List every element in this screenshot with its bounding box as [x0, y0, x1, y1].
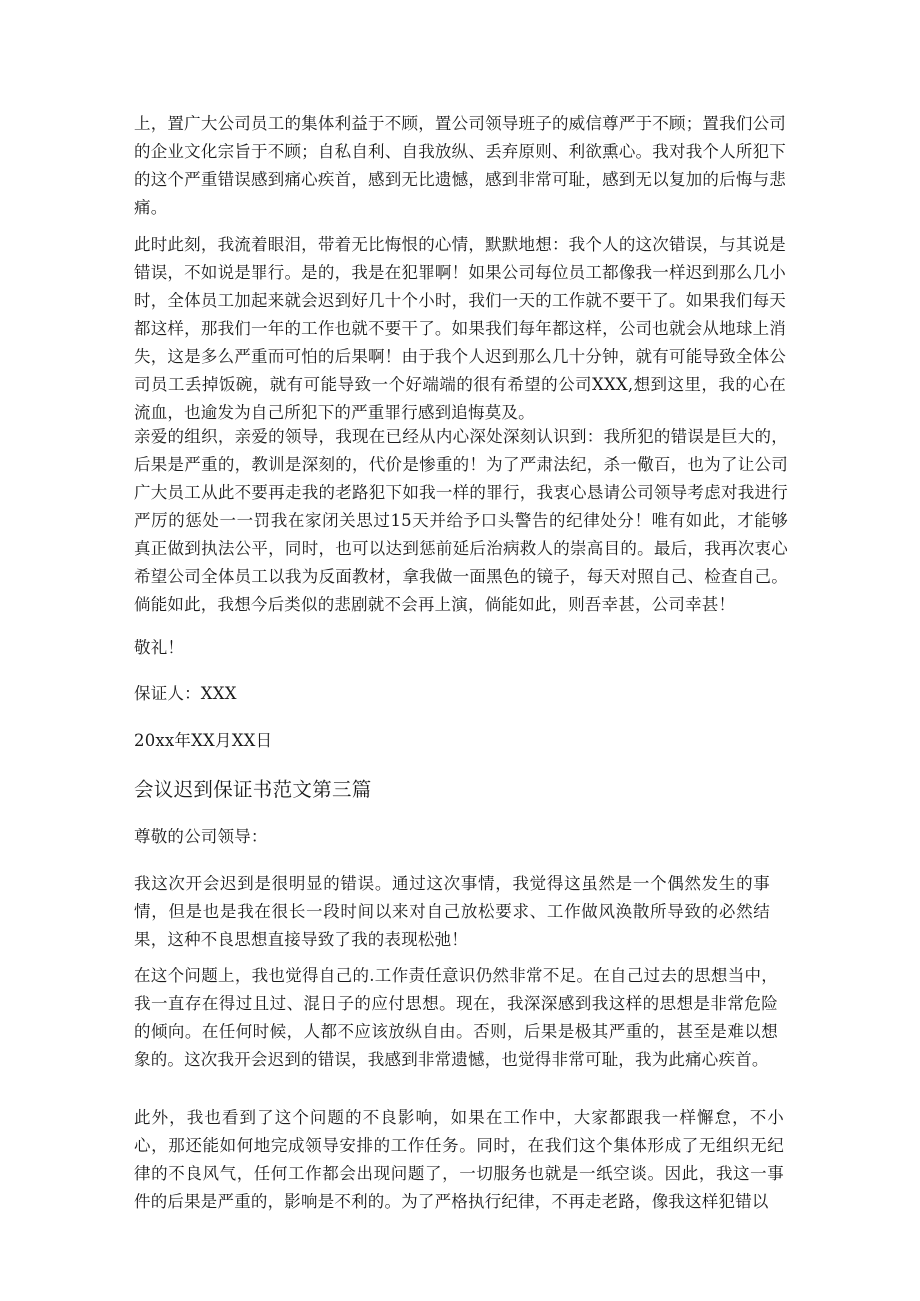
guarantor-line: 保证人：XXX	[134, 684, 237, 703]
section-title: 会议迟到保证书范文第三篇	[134, 778, 372, 801]
paragraph-5: 在这个问题上，我也觉得自己的.工作责任意识仍然非常不足。在自己过去的思想当中，我一直存在得过且过、混日子的应付思想。现在，我深深感到我这样的思想是非常危险的倾向。在任何时候，人都不应该放纵自由。否则，后果是极其严重的，甚至是难以想象的。这次我开会迟到的错误，我感到非常遗憾，也觉得非常可耻，我为此痛心疾首。	[134, 966, 778, 1069]
paragraph-2: 此时此刻，我流着眼泪，带着无比悔恨的心情，默默地想：我个人的这次错误，与其说是错误，不如说是罪行。是的，我是在犯罪啊！如果公司每位员工都像我一样迟到那么几小时，全体员工加起来就会迟到好几十个小时，我们一天的工作就不要干了。如果我们每天都这样，那我们一年的工作也就不要干了。如果我们每年都这样，公司也就会从地球上消失，这是多么严重而可怕的后果啊！由于我个人迟到那么几十分钟，就有可能导致全体公司员工丢掉饭碗，就有可能导致一个好端端的很有希望的公司XXX,想到这里，我的心在流血，也逾发为自己所犯下的严重罪行感到追悔莫及。	[134, 235, 786, 422]
date-line: 20xx年XX月XX日	[134, 731, 273, 750]
paragraph-1: 上，置广大公司员工的集体利益于不顾，置公司领导班子的威信尊严于不顾；置我们公司的企业文化宗旨于不顾；自私自利、自我放纵、丢弃原则、利欲熏心。我对我个人所犯下的这个严重错误感到痛心疾首，感到无比遗憾，感到非常可耻，感到无以复加的后悔与悲痛。	[134, 114, 786, 217]
paragraph-3: 亲爱的组织，亲爱的领导，我现在已经从内心深处深刻认识到：我所犯的错误是巨大的，后果是严重的，教训是深刻的，代价是惨重的！为了严肃法纪，杀一儆百，也为了让公司广大员工从此不要再走我的老路犯下如我一样的罪行，我衷心恳请公司领导考虑对我进行严厉的惩处一一罚我在家闭关思过15天并给予口头警告的纪律处分！唯有如此，才能够真正做到执法公平，同时，也可以达到惩前延后治病救人的崇高目的。最后，我再次衷心希望公司全体员工以我为反面教材，拿我做一面黑色的镜子，每天对照自己、检查自己。倘能如此，我想今后类似的悲剧就不会再上演，倘能如此，则吾幸甚，公司幸甚！	[134, 427, 788, 614]
salutation: 尊敬的公司领导：	[134, 827, 268, 846]
paragraph-4: 我这次开会迟到是很明显的错误。通过这次事情，我觉得这虽然是一个偶然发生的事情，但是也是我在很长一段时间以来对自己放松要求、工作做风涣散所导致的必然结果，这种不良思想直接导致了我的表现松弛！	[134, 874, 770, 949]
closing-salute: 敬礼！	[134, 638, 185, 657]
paragraph-6: 此外，我也看到了这个问题的不良影响，如果在工作中，大家都跟我一样懈怠，不小心，那还能如何地完成领导安排的工作任务。同时，在我们这个集体形成了无组织无纪律的不良风气，任何工作都会出现问题了，一切服务也就是一纸空谈。因此，我这一事件的后果是严重的，影响是不利的。为了严格执行纪律，不再走老路，像我这样犯错以	[134, 1108, 784, 1211]
